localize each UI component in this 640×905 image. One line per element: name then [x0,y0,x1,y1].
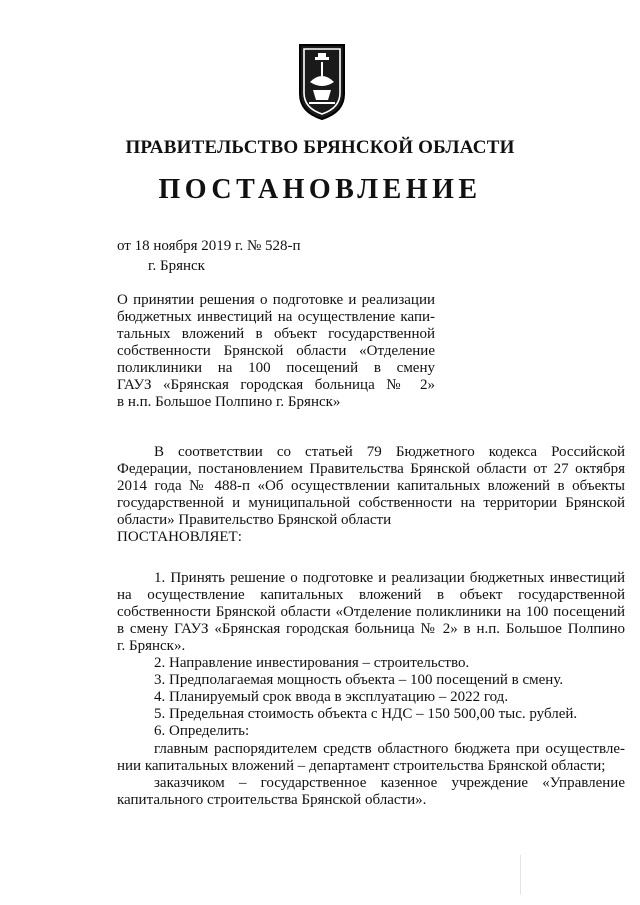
item-1-line: в смену ГАУЗ «Брянская городская больница № 2» в н.п. Большое Полпино [117,621,625,637]
item-1-line: г. Брянск». [117,638,186,654]
item-3: 3. Предполагаемая мощность объекта – 100 посещений в смену. [154,672,564,688]
item-1-line: собственности Брянской области «Отделение поликлиники на 100 посещений [117,604,625,620]
preamble-line: области» Правительство Брянской области [117,512,392,528]
organization-name: ПРАВИТЕЛЬСТВО БРЯНСКОЙ ОБЛАСТИ [125,137,515,158]
item-6: 6. Определить: [154,723,250,739]
title-line: О принятии решения о подготовке и реализации [117,292,435,308]
date-number-line: от 18 ноября 2019 г. № 528-п [117,238,301,254]
preamble-line: 2014 года № 488-п «Об осуществлении капитальных вложений в объекты [117,478,625,494]
preamble-line: В соответствии со статьей 79 Бюджетного кодекса Российской [154,444,625,460]
brjansk-coat-of-arms-icon [297,42,347,122]
document-type: ПОСТАНОВЛЕНИЕ [158,174,482,205]
title-line: тальных вложений в объект государственной [117,326,435,342]
item-6-line: нии капитальных вложений – департамент строительства Брянской области; [117,758,606,774]
title-line: ГАУЗ «Брянская городская больница № 2» [117,377,435,393]
place-of-issue: г. Брянск [148,258,205,274]
preamble [117,444,625,546]
decree-word: ПОСТАНОВЛЯЕТ: [117,529,242,545]
item-4: 4. Планируемый срок ввода в эксплуатацию – 2022 год. [154,689,509,705]
title-line: собственности Брянской области «Отделение [117,343,435,359]
item-1-line: 1. Принять решение о подготовке и реализации бюджетных инвестиций [154,570,625,586]
preamble-line: государственной и муниципальной собственности на территории Брянской [117,495,625,511]
item-6-line: капитального строительства Брянской области». [117,792,427,808]
preamble-line: Федерации, постановлением Правительства Брянской области от 27 октября [117,461,625,477]
item-5: 5. Предельная стоимость объекта с НДС – 150 500,00 тыс. рублей. [154,706,578,722]
scan-artifact [520,855,521,895]
item-1 [117,570,625,655]
item-6-line: заказчиком – государственное казенное учреждение «Управление [154,775,625,791]
title-line: в н.п. Большое Полпино г. Брянск» [117,394,341,410]
document-title [117,292,435,411]
item-6-line: главным распорядителем средств областного бюджета при осуществле- [154,741,625,757]
item-2: 2. Направление инвестирования – строительство. [154,655,470,671]
title-line: поликлиники на 100 посещений в смену [117,360,435,376]
item-1-line: на осуществление капитальных вложений в объект государственной [117,587,625,603]
title-line: бюджетных инвестиций на осуществление капи- [117,309,435,325]
item-6-details [117,741,625,809]
